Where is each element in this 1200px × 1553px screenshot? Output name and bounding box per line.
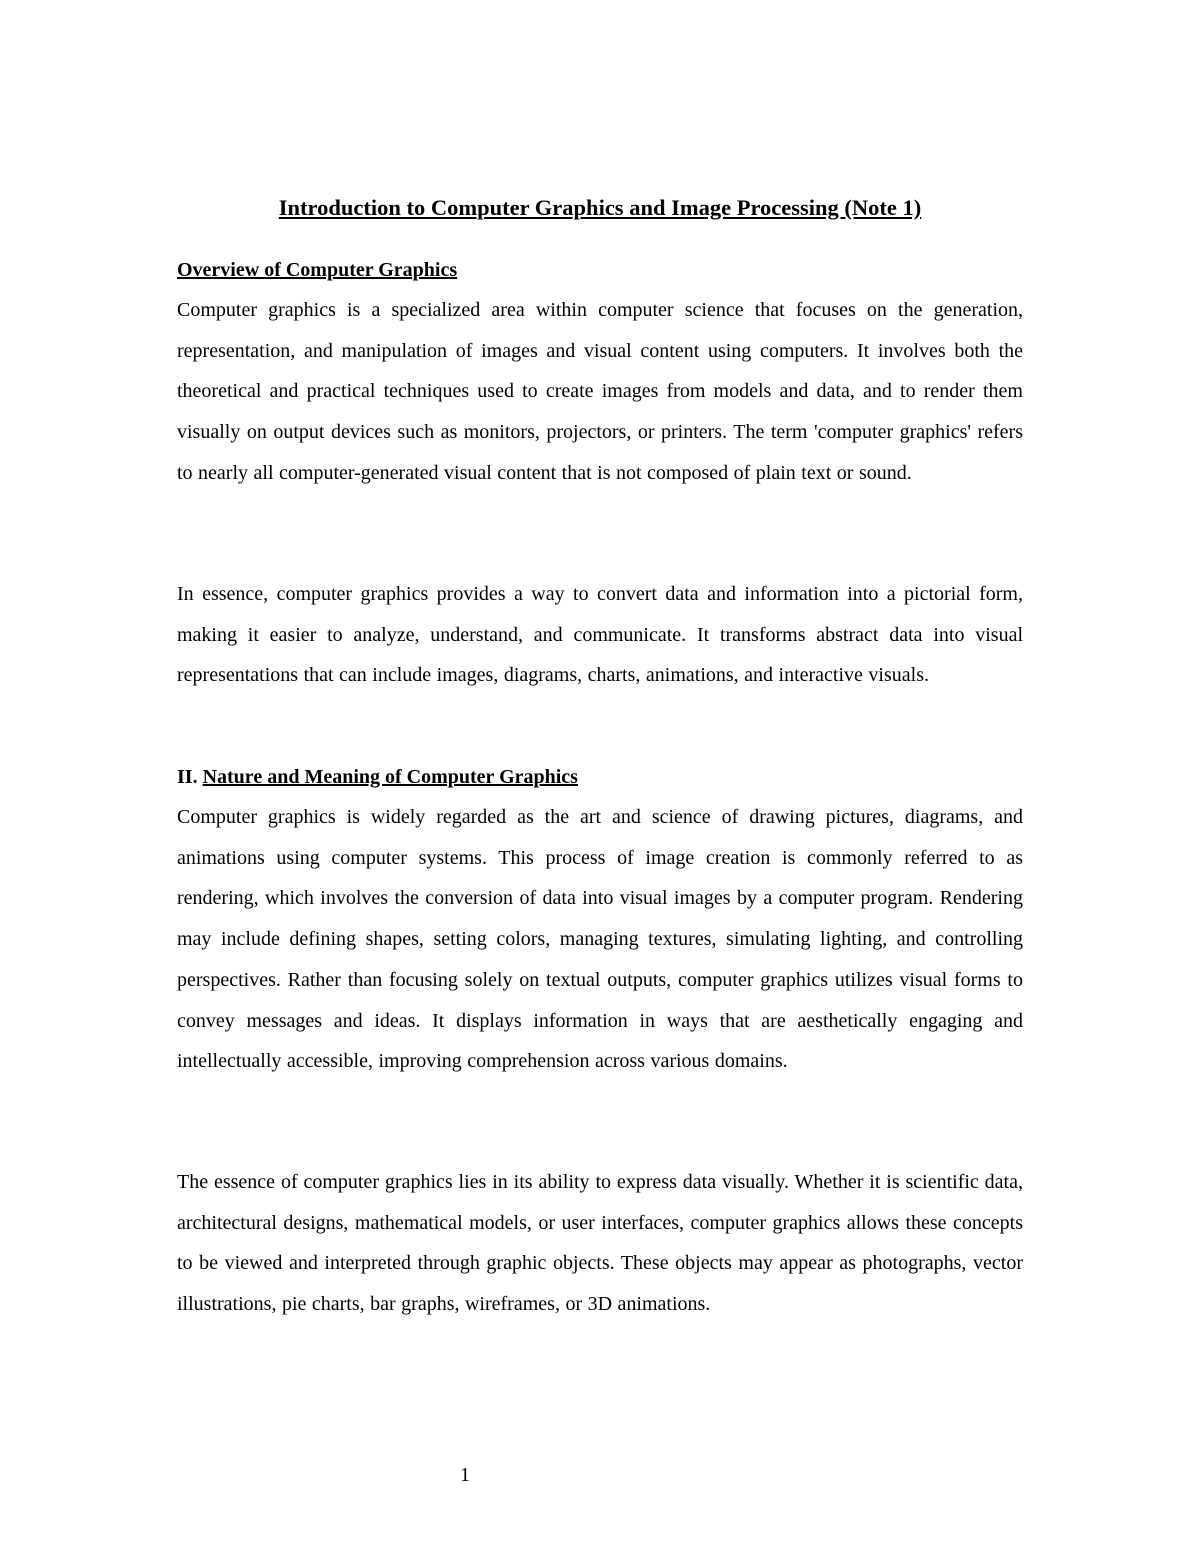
paragraph-overview-1: Computer graphics is a specialized area within computer science that focuses on the generation, representation, and manipulation of images and visual content using computers. It involves both the theoretical and practical techniques used to create images from models and data, and to render them visually on output devices such as monitors, projectors, or printers. The term 'computer graphics' refers to nearly all computer-generated visual content that is not composed of plain text or sound. <box>177 299 1023 484</box>
document-title: Introduction to Computer Graphics and Image Processing (Note 1) <box>278 195 922 220</box>
section-heading-nature <box>177 762 1023 792</box>
paragraph-nature-1: Computer graphics is widely regarded as the art and science of drawing pictures, diagrams, and animations using computer systems. This process of image creation is commonly referred to as rendering, which involves the conversion of data into visual images by a computer program. Rendering may include defining shapes, setting colors, managing textures, simulating lighting, and controlling perspectives. Rather than focusing solely on textual outputs, computer graphics utilizes visual forms to convey messages and ideas. It displays information in ways that are aesthetically engaging and intellectually accessible, improving comprehension across various domains. <box>177 806 1023 1073</box>
paragraph-overview-2: In essence, computer graphics provides a way to convert data and information into a pictorial form, making it easier to analyze, understand, and communicate. It transforms abstract data into visual representations that can include images, diagrams, charts, animations, and interactive visuals. <box>177 583 1023 687</box>
paragraph-nature-2: The essence of computer graphics lies in its ability to express data visually. Whether it is scientific data, architectural designs, mathematical models, or user interfaces, computer graphics allows these concepts to be viewed and interpreted through graphic objects. These objects may appear as photographs, vector illustrations, pie charts, bar graphs, wireframes, or 3D animations. <box>177 1171 1023 1316</box>
page-number: 1 <box>460 1464 470 1486</box>
section-heading-overview <box>177 255 1023 285</box>
section-heading-text: Overview of Computer Graphics <box>177 259 458 281</box>
section-heading-text: Nature and Meaning of Computer Graphics <box>202 766 578 788</box>
section-heading-prefix: II. <box>177 766 198 788</box>
